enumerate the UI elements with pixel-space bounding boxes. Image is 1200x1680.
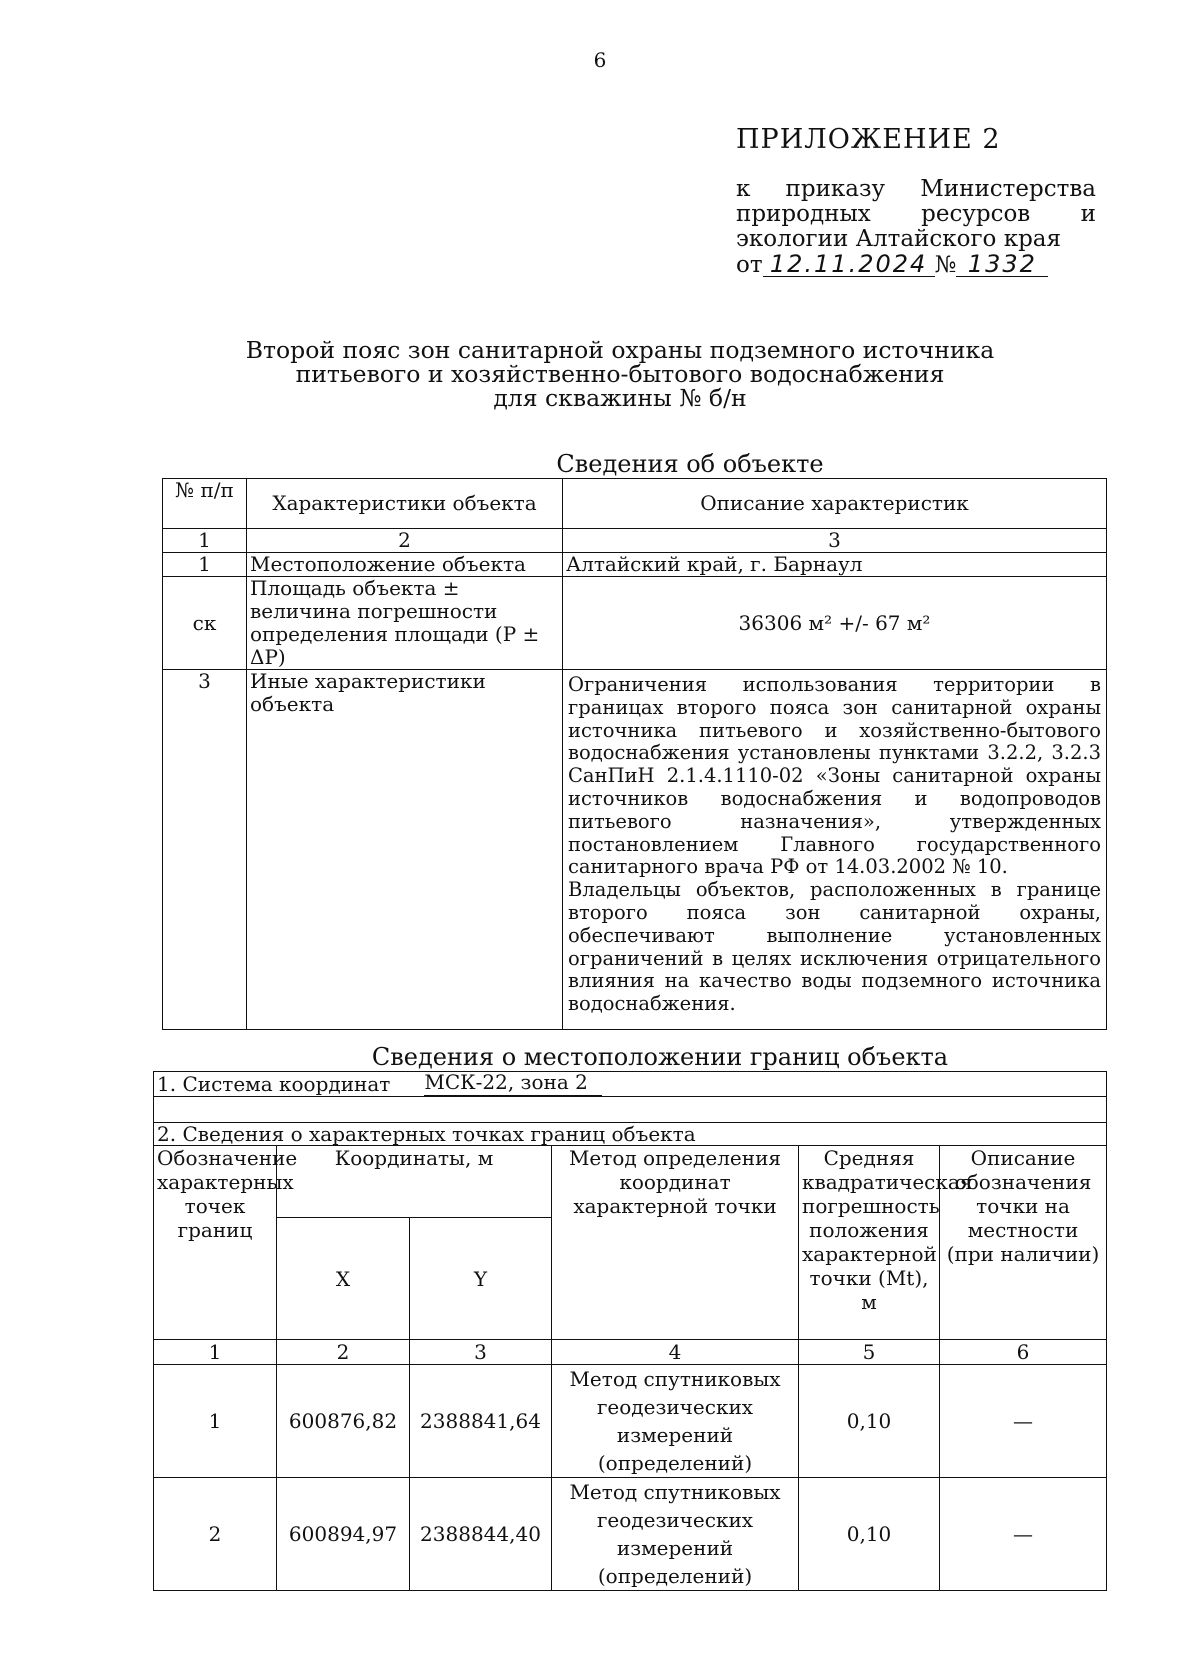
header-cell: Метод определения координат характерной точки	[552, 1146, 799, 1340]
description-paragraph: Владельцы объектов, расположенных в границе второго пояса зон санитарной охраны, обеспечивают выполнение установленных ограничений в целях исключения отрицательного влияния на качество воды подземного источника водоснабжения.	[568, 878, 1101, 1016]
point-x: 600894,97	[277, 1478, 410, 1591]
header-cell: Описание обозначения точки на местности (при наличии)	[940, 1146, 1107, 1340]
coord-system-row	[154, 1072, 1107, 1097]
column-number: 1	[163, 529, 247, 553]
point-method: Метод спутниковых геодезических измерений (определений)	[552, 1365, 799, 1478]
points-section-row	[154, 1123, 1107, 1146]
table-row	[163, 670, 1107, 1030]
coord-system-value: МСК-22, зона 2	[424, 1072, 601, 1096]
point-description: —	[940, 1365, 1107, 1478]
column-number: 3	[410, 1340, 552, 1365]
table-row	[154, 1365, 1107, 1478]
column-number: 2	[277, 1340, 410, 1365]
point-x: 600876,82	[277, 1365, 410, 1478]
order-reference	[736, 252, 1096, 278]
characteristic-value	[563, 670, 1107, 1030]
table-header-row	[163, 479, 1107, 529]
coord-system-label: 1. Система координат	[157, 1072, 391, 1096]
title-line: питьевого и хозяйственно-бытового водоснабжения	[295, 360, 945, 388]
column-number: 4	[552, 1340, 799, 1365]
row-number: 1	[163, 553, 247, 577]
object-info-table	[162, 478, 1107, 1030]
point-error: 0,10	[799, 1365, 940, 1478]
header-cell: № п/п	[163, 479, 247, 529]
header-cell-x: X	[277, 1218, 410, 1340]
boundaries-table	[153, 1071, 1107, 1591]
row-number: ск	[163, 577, 247, 670]
page-number: 6	[593, 48, 607, 72]
table-row	[154, 1478, 1107, 1591]
order-number-label: №	[934, 252, 957, 278]
column-number: 5	[799, 1340, 940, 1365]
characteristic-name: Площадь объекта ± величина погрешности определения площади (Р ± ΔР)	[247, 577, 563, 670]
appendix-header	[736, 124, 1096, 278]
point-description: —	[940, 1478, 1107, 1591]
header-cell: Характеристики объекта	[247, 479, 563, 529]
spacer-row	[154, 1097, 1107, 1123]
object-info-heading: Сведения об объекте	[556, 450, 824, 478]
header-cell: Обозначение характерных точек границ	[154, 1146, 277, 1340]
description-paragraph: Ограничения использования территории в границах второго пояса зон санитарной охраны источника питьевого и хозяйственно-бытового водоснабжения установлены пунктами 3.2.2, 3.2.3 СанПиН 2.1.4.1110-02 «Зоны санитарной охраны источников водоснабжения и водопроводов питьевого назначения», утвержденных постановлением Главного государственного санитарного врача РФ от 14.03.2002 № 10.	[568, 673, 1101, 879]
header-cell: Описание характеристик	[563, 479, 1107, 529]
order-date: 12.11.2024	[763, 252, 935, 277]
point-id: 1	[154, 1365, 277, 1478]
characteristic-name: Иные характеристики объекта	[247, 670, 563, 1030]
order-from-label: от	[736, 252, 763, 278]
point-error: 0,10	[799, 1478, 940, 1591]
column-number: 3	[563, 529, 1107, 553]
order-number: 1332	[956, 252, 1048, 277]
table-row	[163, 553, 1107, 577]
document-title	[230, 338, 1010, 410]
boundaries-heading: Сведения о местоположении границ объекта	[371, 1043, 949, 1071]
column-number: 6	[940, 1340, 1107, 1365]
numbering-row	[154, 1340, 1107, 1365]
characteristic-value: 36306 м² +/- 67 м²	[563, 577, 1107, 670]
appendix-line-2: природных ресурсов и	[736, 201, 1096, 227]
characteristic-name: Местоположение объекта	[247, 553, 563, 577]
appendix-title: ПРИЛОЖЕНИЕ 2	[736, 124, 1001, 155]
appendix-line-1: к приказу Министерства	[736, 176, 1096, 202]
point-method: Метод спутниковых геодезических измерений (определений)	[552, 1478, 799, 1591]
header-cell: Средняя квадратическая погрешность положения характерной точки (Mt), м	[799, 1146, 940, 1340]
title-line: Второй пояс зон санитарной охраны подземного источника	[245, 336, 995, 364]
point-id: 2	[154, 1478, 277, 1591]
appendix-line-3: экологии Алтайского края	[736, 226, 1062, 252]
column-number: 1	[154, 1340, 277, 1365]
table-row	[163, 577, 1107, 670]
point-y: 2388841,64	[410, 1365, 552, 1478]
header-cell: Координаты, м	[277, 1146, 552, 1218]
title-line: для скважины № б/н	[493, 384, 747, 412]
point-y: 2388844,40	[410, 1478, 552, 1591]
points-section-label: 2. Сведения о характерных точках границ объекта	[154, 1123, 1107, 1146]
header-cell-y: Y	[410, 1218, 552, 1340]
table-header-row	[154, 1146, 1107, 1218]
column-number: 2	[247, 529, 563, 553]
numbering-row	[163, 529, 1107, 553]
characteristic-value: Алтайский край, г. Барнаул	[563, 553, 1107, 577]
row-number: 3	[163, 670, 247, 1030]
